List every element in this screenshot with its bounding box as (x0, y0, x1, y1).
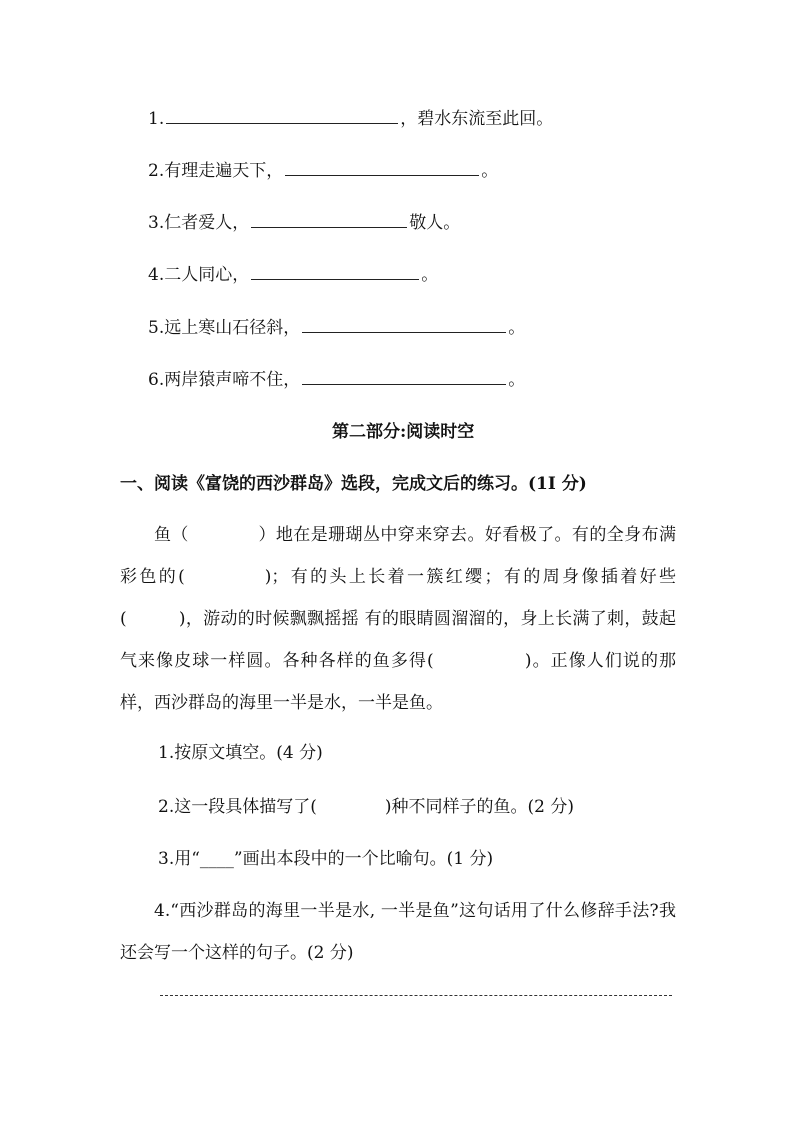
fill-blank-6-after: 。 (508, 370, 526, 390)
fill-blank-2-before: 2.有理走遍天下， (148, 161, 284, 181)
fill-blank-1-before: 1. (148, 109, 165, 129)
fill-blank-6-before: 6.两岸猿声啼不住， (148, 370, 301, 390)
fill-blank-3-after: 敬人。 (409, 213, 461, 233)
fill-blank-4-after: 。 (421, 265, 439, 285)
fill-blank-1-after: ，碧水东流至此回。 (400, 109, 554, 129)
reading-passage: 鱼（ ）地在是珊瑚丛中穿来穿去。好看极了。有的全身布满彩色的( )；有的头上长着一簇红缨；有的周身像插着好些( )，游动的时候飘飘摇摇 有的眼睛圆溜溜的，身上长满了刺，鼓起气来像皮球一样圆。各种各样的鱼多得( )。正像人们说的那样，西沙群岛的海里一半是水，一半是鱼。 (120, 525, 676, 713)
fill-blank-6-input[interactable] (302, 367, 506, 385)
question-3: 3.用“____”画出本段中的一个比喻句。(1 分) (158, 849, 494, 869)
fill-blank-1-input[interactable] (166, 106, 398, 124)
question-4: 4.“西沙群岛的海里一半是水, 一半是鱼”这句话用了什么修辞手法?我还会写一个这样的句子。(2 分) (120, 901, 676, 963)
fill-blank-3-before: 3.仁者爱人， (148, 213, 250, 233)
fill-blank-line-3 (148, 210, 460, 235)
fill-blank-4-before: 4.二人同心， (148, 265, 250, 285)
fill-blank-2-after: 。 (481, 161, 499, 181)
fill-blank-3-input[interactable] (251, 210, 407, 228)
answer-line[interactable] (160, 995, 672, 996)
section-title: 第二部分:阅读时空 (332, 422, 475, 442)
question-1: 1.按原文填空。(4 分) (158, 743, 323, 763)
fill-blank-4-input[interactable] (251, 262, 419, 280)
question-2: 2.这一段具体描写了( )种不同样子的鱼。(2 分) (158, 797, 574, 817)
question-heading: 一、阅读《富饶的西沙群岛》选段，完成文后的练习。(1I 分) (120, 474, 587, 494)
fill-blank-line-4 (148, 262, 438, 287)
fill-blank-5-after: 。 (508, 318, 526, 338)
fill-blank-line-6 (148, 367, 525, 392)
fill-blank-5-input[interactable] (302, 315, 506, 333)
fill-blank-line-5 (148, 315, 525, 340)
fill-blank-line-2 (148, 158, 498, 183)
fill-blank-line-1 (148, 106, 553, 131)
fill-blank-2-input[interactable] (285, 158, 479, 176)
fill-blank-5-before: 5.远上寒山石径斜， (148, 318, 301, 338)
